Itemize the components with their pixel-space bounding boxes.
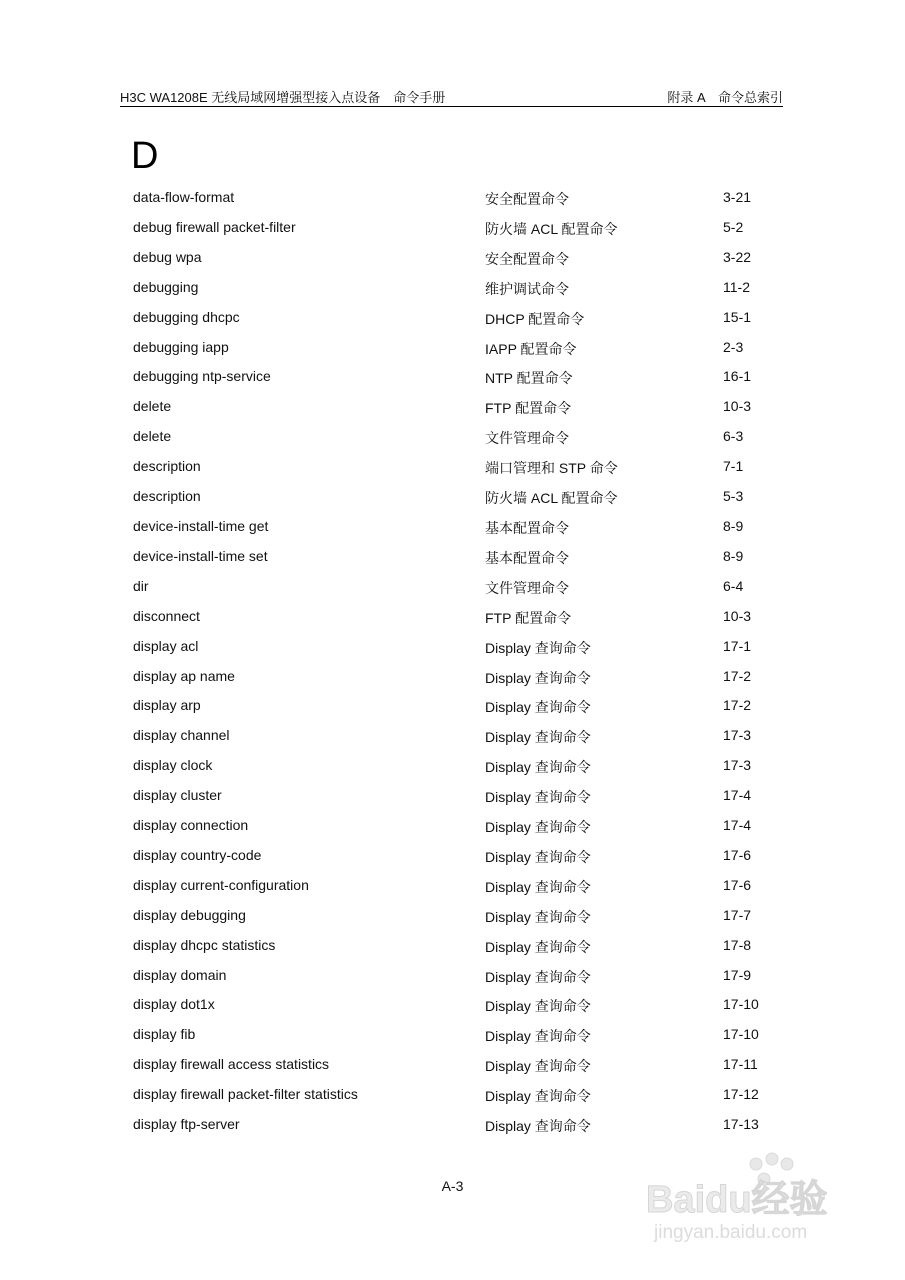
command-name: description [133, 458, 201, 475]
paw-toe-icon [750, 1158, 762, 1170]
command-category: Display 查询命令 [485, 729, 591, 746]
command-name: device-install-time set [133, 547, 268, 564]
index-row [133, 874, 773, 904]
command-category: Display 查询命令 [485, 878, 591, 895]
command-name: display cluster [133, 787, 222, 804]
page-header [120, 86, 783, 107]
command-name: delete [133, 398, 172, 415]
page-reference: 6-4 [723, 577, 744, 594]
watermark-brand: Baidu经验 [646, 1179, 828, 1221]
command-name: display domain [133, 966, 227, 983]
command-category: Display 查询命令 [485, 938, 591, 955]
command-category: DHCP 配置命令 [485, 310, 585, 327]
command-index-list [133, 186, 773, 1143]
page-reference: 8-9 [723, 547, 744, 564]
page-reference: 5-3 [723, 488, 744, 505]
page-reference: 17-13 [723, 1116, 759, 1133]
command-category: Display 查询命令 [485, 968, 591, 985]
command-name: display dot1x [133, 996, 215, 1013]
command-name: data-flow-format [133, 189, 235, 205]
command-name: display clock [133, 757, 213, 774]
command-name: display dhcpc statistics [133, 936, 276, 953]
page-reference: 17-6 [723, 876, 752, 893]
index-row [133, 515, 773, 545]
command-name: debug firewall packet-filter [133, 218, 296, 235]
command-name: display connection [133, 817, 249, 834]
index-row [133, 1113, 773, 1143]
page-reference: 2-3 [723, 338, 744, 355]
index-row [133, 365, 773, 395]
page-number: A-3 [441, 1178, 464, 1194]
page-reference: 17-11 [723, 1056, 758, 1073]
command-category: 基本配置命令 [485, 519, 569, 536]
command-name: debugging iapp [133, 338, 229, 355]
index-row [133, 186, 773, 216]
index-row [133, 1053, 773, 1083]
command-name: display firewall packet-filter statistics [133, 1086, 358, 1103]
command-name: display current-configuration [133, 876, 309, 893]
command-category: NTP 配置命令 [485, 370, 573, 387]
command-category: 防火墙 ACL 配置命令 [485, 220, 618, 237]
index-row [133, 1083, 773, 1113]
command-name: display firewall access statistics [133, 1056, 330, 1073]
command-category: 安全配置命令 [485, 191, 569, 207]
paw-toe-icon [781, 1158, 793, 1170]
index-row [133, 993, 773, 1023]
index-row [133, 425, 773, 455]
command-category: Display 查询命令 [485, 998, 591, 1015]
command-category: Display 查询命令 [485, 908, 591, 925]
command-name: display channel [133, 727, 230, 744]
page-reference: 10-3 [723, 398, 752, 415]
page-reference: 17-1 [723, 637, 752, 654]
index-row [133, 605, 773, 635]
command-category: 防火墙 ACL 配置命令 [485, 490, 618, 507]
command-name: display fib [133, 1026, 196, 1043]
index-row [133, 814, 773, 844]
command-category: 端口管理和 STP 命令 [485, 460, 618, 477]
command-category: Display 查询命令 [485, 848, 591, 865]
page-reference: 17-3 [723, 727, 752, 744]
index-row [133, 276, 773, 306]
index-row [133, 904, 773, 934]
page-reference: 17-7 [723, 906, 752, 923]
command-name: display country-code [133, 846, 262, 863]
command-category: Display 查询命令 [485, 1088, 591, 1105]
command-category: 文件管理命令 [485, 430, 569, 447]
page-reference: 17-12 [723, 1086, 759, 1103]
page-reference: 17-6 [723, 846, 752, 863]
index-row [133, 485, 773, 515]
index-row [133, 784, 773, 814]
header-section: 附录 A 命令总索引 [667, 90, 783, 105]
watermark-url: jingyan.baidu.com [654, 1222, 808, 1243]
command-category: FTP 配置命令 [485, 400, 572, 417]
page-reference: 10-3 [723, 607, 752, 624]
page-reference: 17-10 [723, 996, 759, 1013]
baidu-watermark [640, 1150, 870, 1250]
page-reference: 17-4 [723, 817, 752, 834]
index-row [133, 395, 773, 425]
command-name: debugging ntp-service [133, 368, 271, 385]
command-name: delete [133, 428, 172, 445]
paw-toe-icon [766, 1153, 778, 1165]
page-reference: 6-3 [723, 428, 744, 445]
page-reference: 17-4 [723, 787, 752, 804]
command-name: device-install-time get [133, 517, 269, 534]
index-row [133, 844, 773, 874]
index-row [133, 964, 773, 994]
index-row [133, 455, 773, 485]
command-name: debug wpa [133, 248, 202, 265]
page-reference: 17-8 [723, 936, 752, 953]
command-name: disconnect [133, 607, 200, 624]
command-name: description [133, 488, 201, 505]
command-category: 维护调试命令 [485, 280, 569, 297]
index-row [133, 1023, 773, 1053]
command-name: display ftp-server [133, 1116, 240, 1133]
page-reference: 3-21 [723, 189, 752, 205]
command-category: Display 查询命令 [485, 789, 591, 806]
command-category: IAPP 配置命令 [485, 340, 577, 357]
header-title: H3C WA1208E 无线局域网增强型接入点设备 命令手册 [120, 90, 446, 105]
index-row [133, 934, 773, 964]
index-row [133, 724, 773, 754]
command-category: 文件管理命令 [485, 579, 569, 596]
command-name: display ap name [133, 667, 235, 684]
command-name: debugging dhcpc [133, 308, 240, 325]
command-category: 基本配置命令 [485, 549, 569, 566]
index-row [133, 694, 773, 724]
page-reference: 15-1 [723, 308, 752, 325]
page-reference: 17-2 [723, 667, 752, 684]
command-category: 安全配置命令 [485, 250, 569, 267]
command-category: Display 查询命令 [485, 639, 591, 656]
index-row [133, 545, 773, 575]
index-row [133, 306, 773, 336]
page-reference: 7-1 [723, 458, 744, 475]
page-reference: 17-3 [723, 757, 752, 774]
index-row [133, 665, 773, 695]
page-reference: 3-22 [723, 248, 752, 265]
page-reference: 16-1 [723, 368, 752, 385]
index-row [133, 246, 773, 276]
section-letter: D [131, 135, 159, 177]
command-category: Display 查询命令 [485, 1058, 591, 1075]
command-category: Display 查询命令 [485, 1028, 591, 1045]
index-row [133, 575, 773, 605]
index-row [133, 635, 773, 665]
index-row [133, 754, 773, 784]
page-reference: 5-2 [723, 218, 744, 235]
page-reference: 11-2 [723, 278, 750, 295]
command-name: display arp [133, 697, 201, 714]
command-category: Display 查询命令 [485, 699, 591, 716]
command-category: Display 查询命令 [485, 1118, 591, 1135]
command-name: display debugging [133, 906, 246, 923]
command-name: dir [133, 577, 149, 594]
index-row [133, 216, 773, 246]
command-name: debugging [133, 278, 199, 295]
command-category: Display 查询命令 [485, 819, 591, 836]
command-name: display acl [133, 637, 199, 654]
page-reference: 17-2 [723, 697, 752, 714]
page-reference: 8-9 [723, 517, 744, 534]
command-category: Display 查询命令 [485, 759, 591, 776]
page-reference: 17-10 [723, 1026, 759, 1043]
command-category: Display 查询命令 [485, 669, 591, 686]
index-row [133, 336, 773, 366]
command-category: FTP 配置命令 [485, 609, 572, 626]
page-reference: 17-9 [723, 966, 752, 983]
